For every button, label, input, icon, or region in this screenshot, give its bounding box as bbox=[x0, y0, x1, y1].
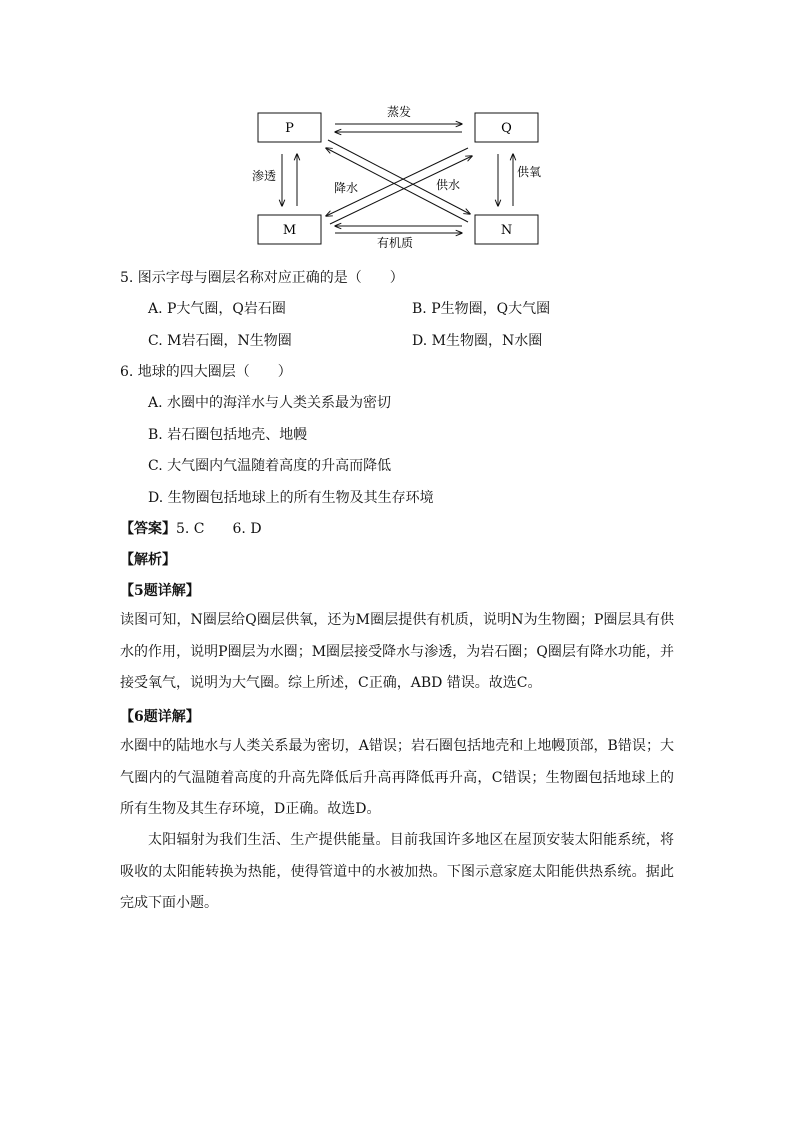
edge-label-water-supply: 供水 bbox=[436, 178, 461, 192]
q5-option-d: D. M生物圈，N水圈 bbox=[412, 333, 543, 349]
node-label-n: N bbox=[500, 223, 513, 238]
q6-stem: 6. 地球的四大圈层（ ） bbox=[120, 364, 292, 380]
sphere-relationship-diagram bbox=[250, 100, 550, 250]
analysis-label: 【解析】 bbox=[120, 552, 176, 568]
edge-label-infiltration: 渗透 bbox=[252, 169, 277, 183]
edge-label-evaporation: 蒸发 bbox=[386, 105, 412, 119]
q5-option-b: B. P生物圈，Q大气圈 bbox=[412, 301, 551, 317]
q6-option-b: B. 岩石圈包括地壳、地幔 bbox=[148, 427, 308, 443]
q6-detail-text: 水圈中的陆地水与人类关系最为密切，A错误；岩石圈包括地壳和上地幔顶部，B错误；大气圈内的气温随着高度的升高先降低后升高再降低再升高，C错误；生物圈包括地球上的所有生物及其生存环境，D正确。故选D。 bbox=[120, 738, 674, 817]
q5-option-c: C. M岩石圈，N生物圈 bbox=[148, 333, 292, 349]
q5-option-a: A. P大气圈，Q岩石圈 bbox=[148, 301, 286, 317]
answer-line bbox=[120, 519, 262, 539]
answer-label: 【答案】 bbox=[120, 521, 176, 537]
edge-label-precipitation: 降水 bbox=[334, 181, 359, 195]
next-question-intro: 太阳辐射为我们生活、生产提供能量。目前我国许多地区在屋顶安装太阳能系统，将吸收的太阳能转换为热能，使得管道中的水被加热。下图示意家庭太阳能供热系统。据此完成下面小题。 bbox=[120, 832, 674, 911]
q5-detail-label: 【5题详解】 bbox=[120, 583, 200, 599]
q6-detail-label: 【6题详解】 bbox=[120, 709, 200, 725]
node-label-p: P bbox=[285, 121, 294, 136]
q6-option-c: C. 大气圈内气温随着高度的升高而降低 bbox=[148, 458, 392, 474]
node-label-m: M bbox=[282, 223, 297, 238]
node-label-q: Q bbox=[501, 121, 512, 136]
q6-option-d: D. 生物圈包括地球上的所有生物及其生存环境 bbox=[148, 490, 434, 506]
q5-detail-text: 读图可知，N圈层给Q圈层供氧，还为M圈层提供有机质，说明N为生物圈；P圈层具有供水的作用，说明P圈层为水圈；M圈层接受降水与渗透，为岩石圈；Q圈层有降水功能，并接受氧气，说明为大气圈。综上所述，C正确，ABD 错误。故选C。 bbox=[120, 612, 674, 691]
edge-label-oxygen-supply: 供氧 bbox=[517, 165, 542, 179]
q6-option-a: A. 水圈中的海洋水与人类关系最为密切 bbox=[148, 395, 392, 411]
answer-text: 5. C 6. D bbox=[176, 521, 262, 537]
q5-stem: 5. 图示字母与圈层名称对应正确的是（ ） bbox=[120, 270, 404, 286]
arrow-p-to-n-water-supply bbox=[328, 140, 470, 214]
edge-label-organic-matter: 有机质 bbox=[376, 236, 414, 250]
